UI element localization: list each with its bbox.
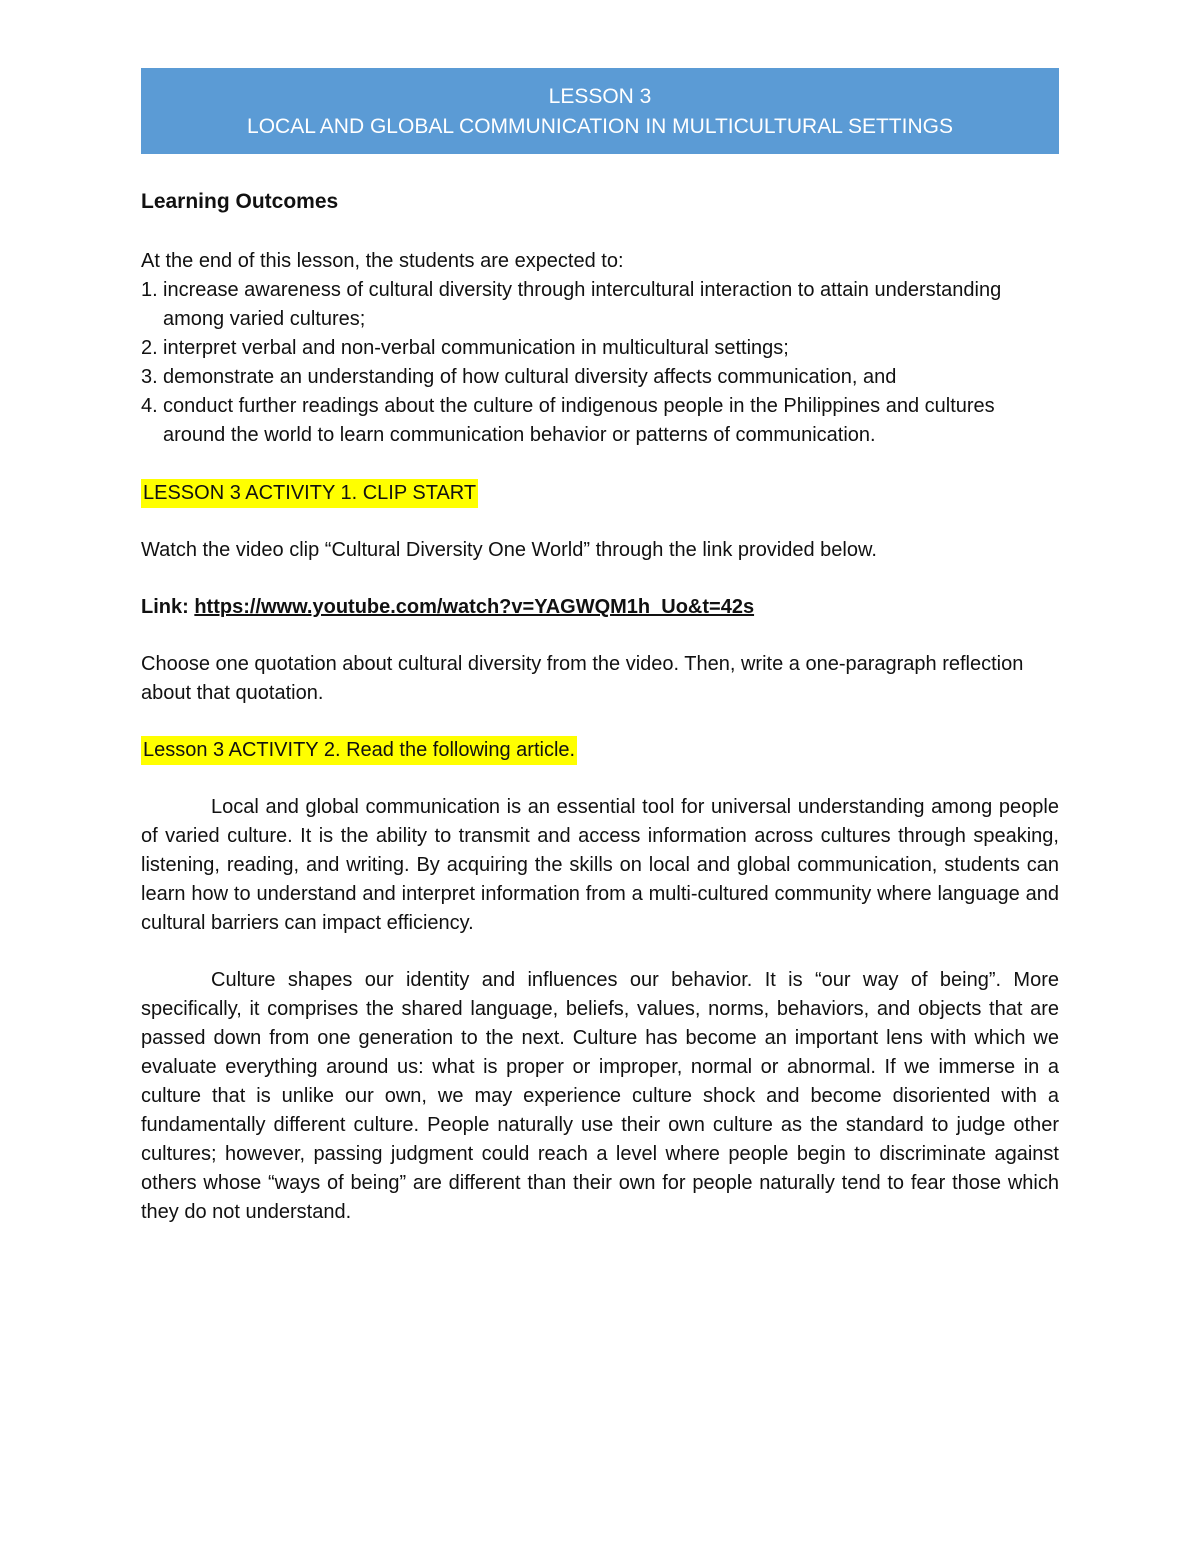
outcome-number: 4. — [141, 395, 158, 417]
document-page — [141, 68, 1059, 1227]
outcome-number: 1. — [141, 279, 158, 301]
title-banner — [141, 68, 1059, 154]
activity1-task: Choose one quotation about cultural diversity from the video. Then, write a one-paragraph reflection about that quotation. — [141, 653, 1024, 704]
lesson-number: LESSON 3 — [548, 85, 652, 108]
outcome-number: 2. — [141, 337, 158, 359]
activity1-heading-row — [141, 479, 1059, 508]
activity2-heading: Lesson 3 ACTIVITY 2. Read the following article. — [141, 736, 577, 765]
outcome-item — [141, 392, 1059, 450]
learning-outcomes-heading: Learning Outcomes — [141, 190, 339, 213]
link-label: Link: — [141, 596, 189, 618]
outcome-text: demonstrate an understanding of how cultural diversity affects communication, and — [163, 366, 897, 388]
lesson-title: LOCAL AND GLOBAL COMMUNICATION IN MULTICULTURAL SETTINGS — [247, 115, 953, 138]
outcome-item — [141, 334, 1059, 363]
outcomes-intro: At the end of this lesson, the students are expected to: — [141, 250, 624, 272]
outcomes-list — [141, 276, 1059, 450]
outcome-text: increase awareness of cultural diversity through intercultural interaction to attain understanding among varied cultures; — [163, 279, 1002, 330]
video-link-line — [141, 593, 1059, 622]
activity1-instruction: Watch the video clip “Cultural Diversity One World” through the link provided below. — [141, 539, 877, 561]
outcome-item — [141, 363, 1059, 392]
outcome-text: conduct further readings about the culture of indigenous people in the Philippines and cultures around the world to learn communication behavior or patterns of communication. — [163, 395, 995, 446]
video-link[interactable]: https://www.youtube.com/watch?v=YAGWQM1h_Uo&t=42s — [194, 596, 755, 618]
outcome-text: interpret verbal and non-verbal communication in multicultural settings; — [163, 337, 789, 359]
outcome-number: 3. — [141, 366, 158, 388]
article-paragraph-2: Culture shapes our identity and influences our behavior. It is “our way of being”. More specifically, it comprises the shared language, beliefs, values, norms, behaviors, and objects that are passed down from one generation to the next. Culture has become an important lens with which we evaluate everything around us: what is proper or improper, normal or abnormal. If we immerse in a culture that is unlike our own, we may experience culture shock and become disoriented with a fundamentally different culture. People naturally use their own culture as the standard to judge other cultures; however, passing judgment could reach a level where people begin to discriminate against others whose “ways of being” are different than their own for people naturally tend to fear those which they do not understand. — [141, 969, 1059, 1223]
article-paragraph-1: Local and global communication is an essential tool for universal understanding among people of varied culture. It is the ability to transmit and access information across cultures through speaking, listening, reading, and writing. By acquiring the skills on local and global communication, students can learn how to understand and interpret information from a multi-cultured community where language and cultural barriers can impact efficiency. — [141, 796, 1059, 934]
activity2-heading-row — [141, 736, 1059, 765]
activity1-heading: LESSON 3 ACTIVITY 1. CLIP START — [141, 479, 478, 508]
outcome-item — [141, 276, 1059, 334]
